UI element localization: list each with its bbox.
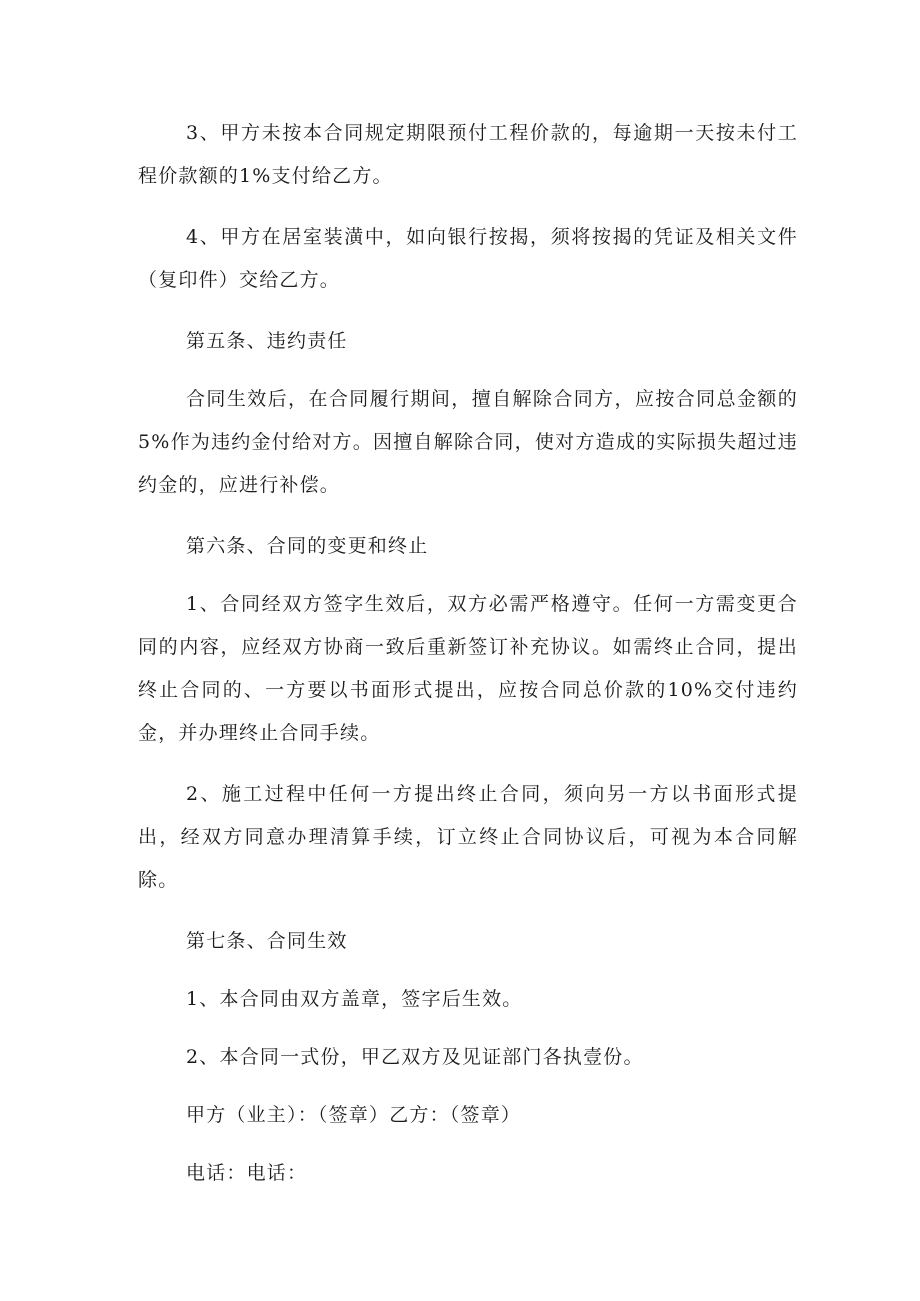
- clause-5-body: 合同生效后，在合同履行期间，擅自解除合同方，应按合同总金额的5%作为违约金付给对方。因擅自解除合同，使对方造成的实际损失超过违约金的，应进行补偿。: [138, 388, 798, 496]
- clause-4-item-3: 3、甲方未按本合同规定期限预付工程价款的，每逾期一天按未付工程价款额的1%支付给乙方。: [138, 122, 798, 187]
- contract-page: [138, 112, 798, 1195]
- clause-4-item-4: 4、甲方在居室装潢中，如向银行按揭，须将按揭的凭证及相关文件（复印件）交给乙方。: [138, 226, 798, 291]
- clause-6-item-1: 1、合同经双方签字生效后，双方必需严格遵守。任何一方需变更合同的内容，应经双方协商一致后重新签订补充协议。如需终止合同，提出终止合同的、一方要以书面形式提出，应按合同总价款的10%交付违约金，并办理终止合同手续。: [138, 593, 798, 744]
- section-heading-6: 第六条、合同的变更和终止: [186, 535, 429, 557]
- clause-7-item-1: 1、本合同由双方盖章，签字后生效。: [186, 988, 523, 1010]
- phone-line: 电话：电话：: [186, 1162, 308, 1184]
- signature-line: 甲方（业主）：（签章）乙方：（签章）: [186, 1104, 522, 1126]
- clause-7-item-2: 2、本合同一式份，甲乙双方及见证部门各执壹份。: [186, 1046, 644, 1068]
- section-heading-5: 第五条、违约责任: [186, 330, 348, 352]
- clause-6-item-2: 2、施工过程中任何一方提出终止合同，须向另一方以书面形式提出，经双方同意办理清算手续，订立终止合同协议后，可视为本合同解除。: [138, 783, 798, 891]
- section-heading-7: 第七条、合同生效: [186, 930, 348, 952]
